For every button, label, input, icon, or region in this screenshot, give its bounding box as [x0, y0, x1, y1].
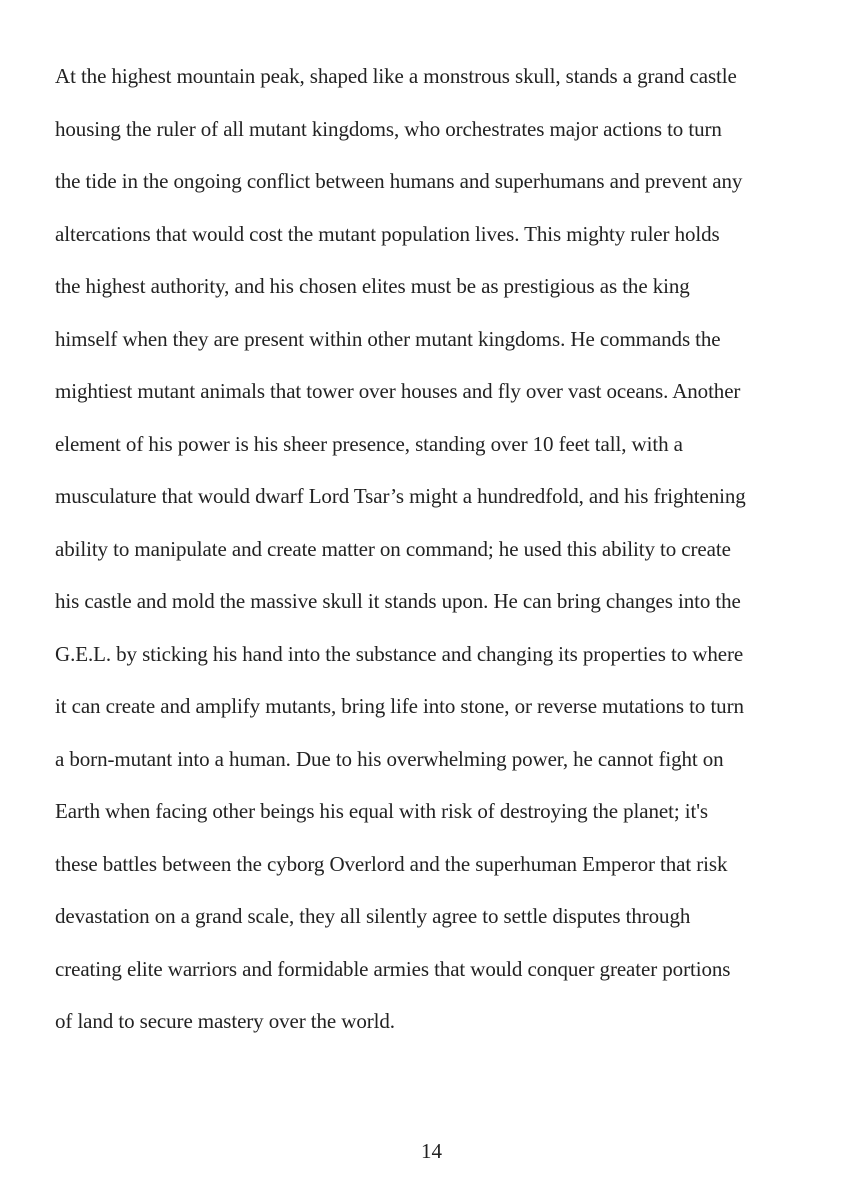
page-number: 14 [421, 1139, 442, 1163]
paragraph-line: housing the ruler of all mutant kingdoms, who orchestrates major actions to turn [55, 116, 722, 141]
paragraph-line: these battles between the cyborg Overlord and the superhuman Emperor that risk [55, 851, 728, 876]
paragraph-line: At the highest mountain peak, shaped like a monstrous skull, stands a grand castle [55, 64, 737, 88]
paragraph-line: of land to secure mastery over the world. [55, 1009, 395, 1033]
paragraph-line: it can create and amplify mutants, bring life into stone, or reverse mutations to turn [55, 694, 744, 718]
paragraph-line: creating elite warriors and formidable armies that would conquer greater portions [55, 956, 731, 981]
paragraph-line: mightiest mutant animals that tower over houses and fly over vast oceans. Another [55, 379, 741, 403]
paragraph-line: musculature that would dwarf Lord Tsar’s might a hundredfold, and his frightening [55, 484, 746, 508]
body-paragraph [55, 50, 835, 1048]
paragraph-line: ability to manipulate and create matter on command; he used this ability to create [55, 536, 731, 561]
paragraph-line: G.E.L. by sticking his hand into the substance and changing its properties to where [55, 641, 744, 666]
paragraph-line: his castle and mold the massive skull it stands upon. He can bring changes into the [55, 589, 741, 613]
paragraph-line: element of his power is his sheer presence, standing over 10 feet tall, with a [55, 431, 683, 456]
paragraph-line: the highest authority, and his chosen elites must be as prestigious as the king [55, 274, 690, 298]
paragraph-line: devastation on a grand scale, they all silently agree to settle disputes through [55, 904, 691, 928]
paragraph-line: a born-mutant into a human. Due to his overwhelming power, he cannot fight on [55, 746, 724, 771]
paragraph-line: Earth when facing other beings his equal with risk of destroying the planet; it's [55, 799, 708, 823]
paragraph-line: the tide in the ongoing conflict between humans and superhumans and prevent any [55, 169, 743, 193]
paragraph-line: altercations that would cost the mutant population lives. This mighty ruler holds [55, 221, 720, 246]
paragraph-line: himself when they are present within other mutant kingdoms. He commands the [55, 326, 721, 351]
